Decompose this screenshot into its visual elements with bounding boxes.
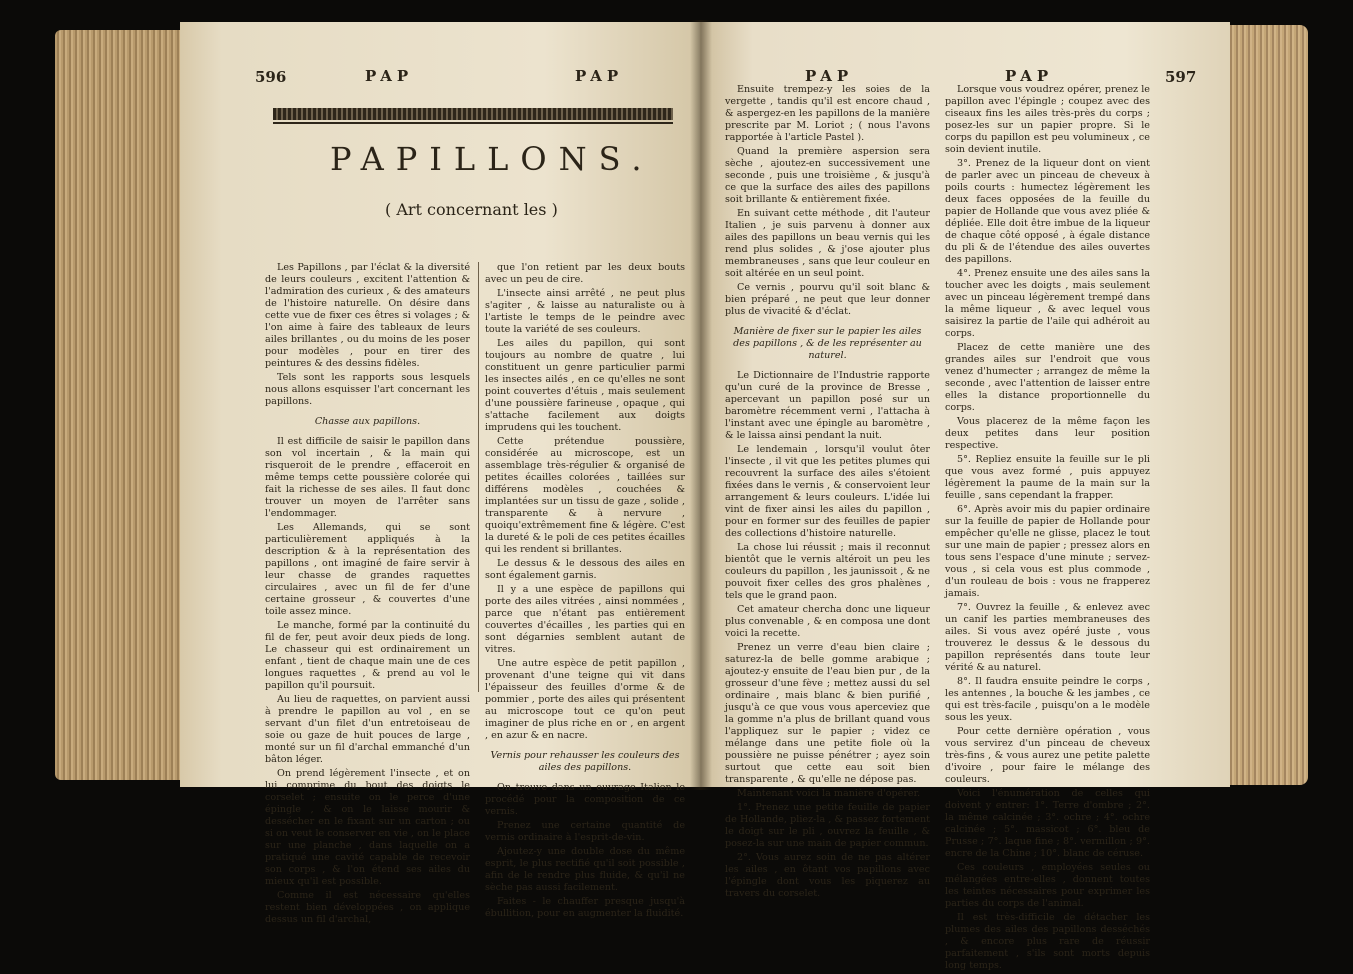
paragraph: 2°. Vous aurez soin de ne pas altérer les ailes , en ôtant vos papillons avec l'épingle dont vous les piquerez au travers du corselet. bbox=[725, 852, 930, 899]
article-subtitle: ( Art concernant les ) bbox=[385, 200, 558, 219]
right-column-2 bbox=[945, 84, 1150, 974]
paragraph: La chose lui réussit ; mais il reconnut bientôt que le vernis altéroit un peu les couleurs du papillon , les jaunissoit , & ne pouvoit fixer celles des gros phalènes , tels que le grand paon. bbox=[725, 542, 930, 601]
paragraph: Lorsque vous voudrez opérer, prenez le papillon avec l'épingle ; coupez avec des ciseaux fins les ailes très-près du corps ; posez-les sur un papier propre. Si le corps du papillon est peu volumineux , ce soin devient inutile. bbox=[945, 84, 1150, 155]
running-header-left-b: PAP bbox=[575, 67, 624, 85]
right-column-1 bbox=[725, 84, 930, 902]
paragraph: Tels sont les rapports sous lesquels nous allons esquisser l'art concernant les papillons. bbox=[265, 372, 470, 407]
paragraph: 7°. Ouvrez la feuille , & enlevez avec un canif les parties membraneuses des ailes. Si vous avez opéré juste , vous trouverez le dessus & le dessous du papillon représentés dans toute leur vérité & au naturel. bbox=[945, 602, 1150, 673]
paragraph: Maintenant voici la manière d'opérer. bbox=[737, 788, 921, 799]
paragraph: 3°. Prenez de la liqueur dont on vient de parler avec un pinceau de cheveux à poils courts : humectez légèrement les deux faces opposées de la feuille du papier de Hollande que vous avez pliée & dépliée. Elle doit être imbue de la liqueur de chaque côté opposé , à égale distance du pli & de l'étendue des ailes ouvertes des papillons. bbox=[945, 158, 1150, 265]
book-gutter bbox=[690, 20, 712, 790]
paragraph: Le manche, formé par la continuité du fil de fer, peut avoir deux pieds de long. Le chasseur qui est ordinairement un enfant , tient de chaque main une de ces longues raquettes , & prend au vol le papillon qu'il poursuit. bbox=[265, 620, 470, 691]
paragraph: Il est difficile de saisir le papillon dans son vol incertain , & la main qui risqueroit de le prendre , effaceroit en même temps cette poussière colorée qui fait la richesse de ses ailes. Il faut donc trouver un moyen de l'arrêter sans l'endommager. bbox=[265, 436, 470, 519]
left-page bbox=[180, 22, 700, 925]
paragraph: Prenez un verre d'eau bien claire ; saturez-la de belle gomme arabique ; ajoutez-y ensuite de l'eau bien pur , de la grosseur d'une fève ; mettez aussi du sel ordinaire , mais blanc & bien purifié , jusqu'à ce que vous vous aperceviez que la gomme n'a plus de brillant quand vous l'appliquez sur le papier ; videz ce mélange dans une petite fiole où la poussière ne puisse pénétrer ; ayez soin surtout que cette eau soit bien transparente , & qu'elle ne dépose pas. bbox=[725, 642, 930, 785]
page-number-left: 596 bbox=[255, 68, 287, 86]
paragraph: Prenez une certaine quantité de vernis ordinaire à l'esprit-de-vin. bbox=[485, 820, 685, 843]
right-page bbox=[700, 22, 1230, 971]
paragraph: Cette prétendue poussière, considérée au microscope, est un assemblage très-régulier & organisé de petites écailles colorées , taillées sur différens modèles , couchées & implantées sur un tissu de gaze , solide , transparente & à nervure , quoiqu'extrêmement fine & légère. C'est la dureté & le poli de ces petites écailles qui les rendent si brillantes. bbox=[485, 436, 685, 555]
paragraph: 6°. Après avoir mis du papier ordinaire sur la feuille de papier de Hollande pour empêcher qu'elle ne glisse, placez le tout sur une main de papier ; pressez alors en tous sens l'espace d'une minute ; servez-vous , si cela vous est plus commode , d'un rouleau de bois : vous ne frapperez jamais. bbox=[945, 504, 1150, 599]
left-column-1 bbox=[265, 262, 470, 928]
paragraph: En suivant cette méthode , dit l'auteur Italien , je suis parvenu à donner aux ailes des papillons un beau vernis qui les rend plus solides , & j'ose ajouter plus membraneuses , sans que leur couleur en soit altérée en un seul point. bbox=[725, 208, 930, 279]
paragraph: L'insecte ainsi arrêté , ne peut plus s'agiter , & laisse au naturaliste ou à l'artiste le temps de le peindre avec toute la variété de ses couleurs. bbox=[485, 288, 685, 335]
paragraph: 8°. Il faudra ensuite peindre le corps , les antennes , la bouche & les jambes , ce qui est très-facile , puisqu'on a le modèle sous les yeux. bbox=[945, 676, 1150, 723]
paragraph: 5°. Repliez ensuite la feuille sur le pli que vous avez formé , puis appuyez légèrement la paume de la main sur la feuille , sans cependant la frapper. bbox=[945, 454, 1150, 501]
paragraph: Ces couleurs , employées seules ou mélangées entre-elles , donnent toutes les teintes nécessaires pour exprimer les parties du corps de l'animal. bbox=[945, 862, 1150, 909]
paragraph: Il est très-difficile de détacher les plumes des ailes des papillons desséchés , & encore plus rare de réussir parfaitement , s'ils sont morts depuis long temps. bbox=[945, 912, 1150, 971]
paragraph: Il y a une espèce de papillons qui porte des ailes vitrées , ainsi nommées , parce que n'étant pas entièrement couvertes d'écailles , les parties qui en sont dégarnies semblent autant de vitres. bbox=[485, 584, 685, 655]
paragraph: Les Allemands, qui se sont particulièrement appliqués à la description & à la représentation des papillons , ont imaginé de faire servir à leur chasse de grandes raquettes circulaires , avec un fil de fer d'une certaine grosseur , & couvertes d'une toile assez mince. bbox=[265, 522, 470, 617]
paragraph: Cet amateur chercha donc une liqueur plus convenable , & en composa une dont voici la recette. bbox=[725, 604, 930, 639]
paragraph: Voici l'énumération de celles qui doivent y entrer: 1°. Terre d'ombre ; 2°. la même calcinée ; 3°. ochre ; 4°. ochre calcinée ; 5°. massicot ; 6°. bleu de Prusse ; 7°. laque fine ; 8°. vermillon ; 9°. encre de la Chine ; 10°. blanc de céruse. bbox=[945, 788, 1150, 859]
paragraph: que l'on retient par les deux bouts avec un peu de cire. bbox=[485, 262, 685, 285]
paragraph: 4°. Prenez ensuite une des ailes sans la toucher avec les doigts , mais seulement avec un pinceau légèrement trempé dans la même liqueur , & avec lequel vous saisirez la partie de l'aile qui adhéroit au corps. bbox=[945, 268, 1150, 339]
right-page-edges bbox=[1228, 25, 1308, 785]
paragraph: On trouve dans un ouvrage Italien le procédé pour la composition de ce vernis. bbox=[485, 782, 685, 817]
left-page-edges bbox=[55, 30, 180, 780]
paragraph: Ce vernis , pourvu qu'il soit blanc & bien préparé , ne peut que leur donner plus de vivacité & d'éclat. bbox=[725, 282, 930, 317]
article-title: PAPILLONS. bbox=[330, 140, 654, 178]
paragraph: Placez de cette manière une des grandes ailes sur l'endroit que vous venez d'humecter ; arrangez de même la seconde , avec l'attention de laisser entre elles la distance proportionnelle du corps. bbox=[945, 342, 1150, 413]
paragraph: Au lieu de raquettes, on parvient aussi à prendre le papillon au vol , en se servant d'un filet d'un entretoiseau de soie ou gaze de huit pouces de large , monté sur un fil d'archal emmanché d'un bâton léger. bbox=[265, 694, 470, 765]
paragraph: Ensuite trempez-y les soies de la vergette , tandis qu'il est encore chaud , & aspergez-en les papillons de la manière prescrite par M. Loriot ; ( nous l'avons rapportée à l'article Pastel ). bbox=[725, 84, 930, 143]
paragraph: Faites - le chauffer presque jusqu'à ébullition, pour en augmenter la fluidité. bbox=[485, 896, 685, 919]
paragraph: Le dessus & le dessous des ailes en sont également garnis. bbox=[485, 558, 685, 581]
column-separator bbox=[478, 262, 479, 692]
paragraph: Vous placerez de la même façon les deux petites dans leur position respective. bbox=[945, 416, 1150, 451]
paragraph: Pour cette dernière opération , vous vous servirez d'un pinceau de cheveux très-fins , & vous aurez une petite palette d'ivoire , pour faire le mélange des couleurs. bbox=[945, 726, 1150, 785]
running-header-right-b: PAP bbox=[1005, 67, 1054, 85]
paragraph: Le lendemain , lorsqu'il voulut ôter l'insecte , il vit que les petites plumes qui recouvrent la surface des ailes s'étoient fixées dans le vernis , & conservoient leur arrangement & leurs couleurs. L'idée lui vint de fixer ainsi les ailes du papillon , pour en former sur des feuilles de papier des collections d'histoire naturelle. bbox=[725, 444, 930, 539]
paragraph: Le Dictionnaire de l'Industrie rapporte qu'un curé de la province de Bresse , apercevant un papillon posé sur un baromètre récemment verni , l'attacha à l'instant avec une épingle au baromètre , & le laissa ainsi pendant la nuit. bbox=[725, 370, 930, 441]
paragraph: Les ailes du papillon, qui sont toujours au nombre de quatre , lui constituent un genre particulier parmi les insectes ailés , en ce qu'elles ne sont point couvertes d'étuis , mais seulement d'une poussière farineuse , opaque , qui s'attache facilement aux doigts imprudens qui les touchent. bbox=[485, 338, 685, 433]
paragraph: On prend légèrement l'insecte , et on lui comprime du bout des doigts le corselet ; ensuite on le perce d'une épingle , & on le laisse mourir & dessécher en le fixant sur un carton ; ou si on veut le conserver en vie , on le place sur une planche , dans laquelle on a pratiqué une cavité capable de recevoir son corps , & l'on étend ses ailes du mieux qu'il est possible. bbox=[265, 768, 470, 887]
rule-line bbox=[273, 122, 673, 124]
paragraph: Quand la première aspersion sera sèche , ajoutez-en successivement une seconde , puis une troisième , & jusqu'à ce que la surface des ailes des papillons soit brillante & entièrement fixée. bbox=[725, 146, 930, 205]
section-heading: Vernis pour rehausser les couleurs des ailes des papillons. bbox=[490, 750, 680, 773]
paragraph: Ajoutez-y une double dose du même esprit, le plus rectifié qu'il soit possible , afin de le rendre plus fluide, & qu'il ne sèche pas aussi facilement. bbox=[485, 846, 685, 893]
paragraph: Une autre espèce de petit papillon , provenant d'une teigne qui vit dans l'épaisseur des feuilles d'orme & de pommier , porte des ailes qui présentent au microscope tout ce qu'on peut imaginer de plus riche en or , en argent , en azur & en nacre. bbox=[485, 658, 685, 741]
section-heading: Manière de fixer sur le papier les ailes des papillons , & de les représenter au naturel. bbox=[733, 326, 922, 361]
section-heading: Chasse aux papillons. bbox=[314, 416, 421, 427]
paragraph: Comme il est nécessaire qu'elles restent bien développées , on applique dessus un fil d'archal, bbox=[265, 890, 470, 925]
left-column-2 bbox=[485, 262, 685, 922]
running-header-right-a: PAP bbox=[805, 67, 854, 85]
ornamental-rule bbox=[273, 108, 673, 120]
paragraph: Les Papillons , par l'éclat & la diversité de leurs couleurs , excitent l'attention & l'admiration des curieux , & des amateurs de l'histoire naturelle. On désire dans cette vue de fixer ces êtres si volages ; & l'on aime à faire des tableaux de leurs ailes brillantes , ou du moins de les poser pour modèles , pour en tirer des peintures & des dessins fidèles. bbox=[265, 262, 470, 369]
running-header-left-a: PAP bbox=[365, 67, 414, 85]
page-number-right: 597 bbox=[1165, 68, 1197, 86]
paragraph: 1°. Prenez une petite feuille de papier de Hollande, pliez-la , & passez fortement le doigt sur le pli , ouvrez la feuille , & posez-la sur une main de papier commun. bbox=[725, 802, 930, 849]
